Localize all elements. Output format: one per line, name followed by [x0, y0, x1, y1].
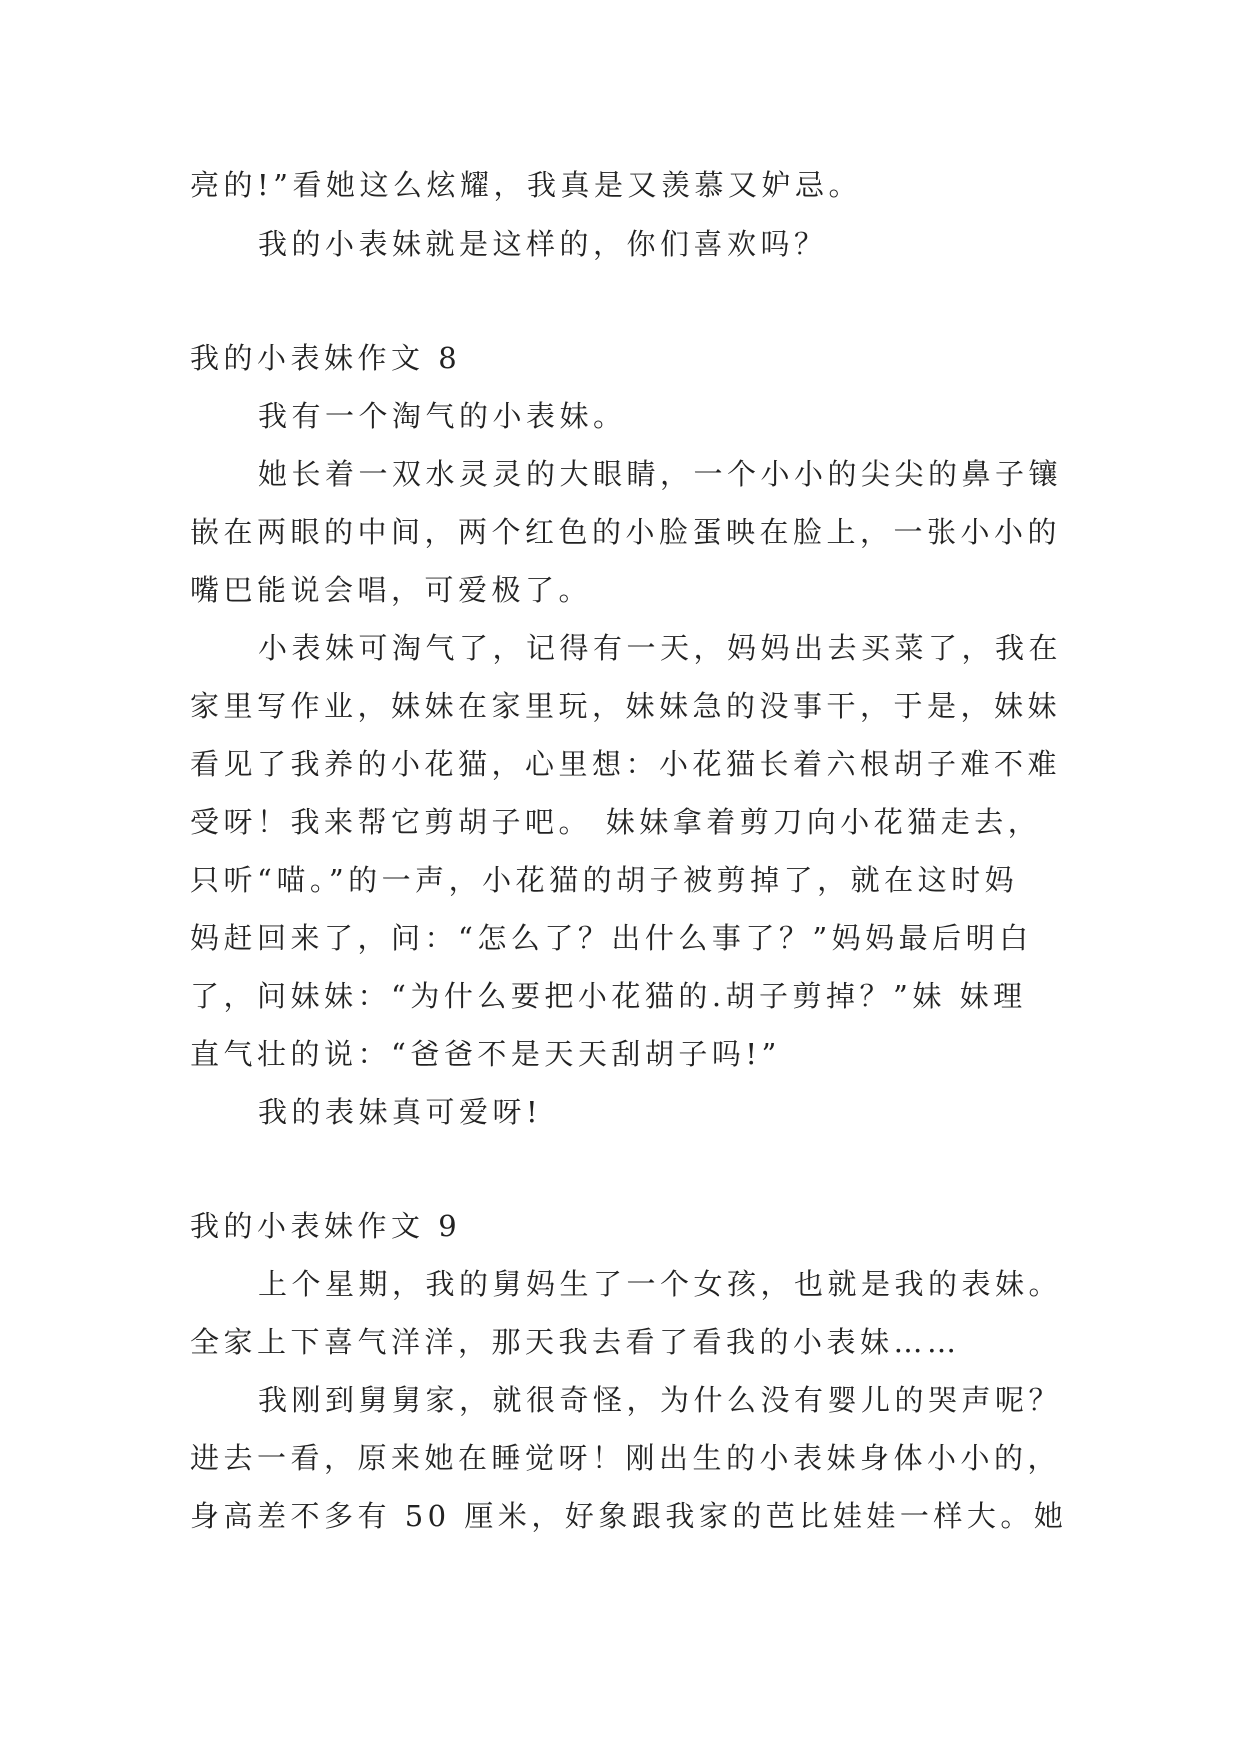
- paragraph-line: 我的表妹真可爱呀!: [258, 1095, 543, 1129]
- paragraph-line: 全家上下喜气洋洋，那天我去看了看我的小表妹……: [190, 1325, 961, 1359]
- section-heading-8: 我的小表妹作文 8: [190, 341, 462, 375]
- paragraph-line: 看见了我养的小花猫，心里想：小花猫长着六根胡子难不难: [190, 747, 1062, 781]
- paragraph-line: 我有一个淘气的小表妹。: [258, 399, 627, 433]
- paragraph-line: 她长着一双水灵灵的大眼睛，一个小小的尖尖的鼻子镶: [258, 457, 1063, 491]
- paragraph-line: 进去一看，原来她在睡觉呀！刚出生的小表妹身体小小的，: [190, 1441, 1062, 1475]
- paragraph-line: 直气壮的说：“爸爸不是天天刮胡子吗!”: [190, 1037, 781, 1071]
- paragraph-line: 妈赶回来了，问：“怎么了？出什么事了？”妈妈最后明白: [190, 921, 1033, 955]
- paragraph-line: 了，问妹妹：“为什么要把小花猫的.胡子剪掉？”妹 妹理: [190, 979, 1027, 1013]
- paragraph-line: 我的小表妹就是这样的，你们喜欢吗？: [258, 227, 828, 261]
- paragraph-line: 嵌在两眼的中间，两个红色的小脸蛋映在脸上，一张小小的: [190, 515, 1062, 549]
- paragraph-line: 受呀！我来帮它剪胡子吧。 妹妹拿着剪刀向小花猫走去，: [190, 805, 1042, 839]
- paragraph-line: 小表妹可淘气了，记得有一天，妈妈出去买菜了，我在: [258, 631, 1063, 665]
- paragraph-line: 只听“喵。”的一声，小花猫的胡子被剪掉了，就在这时妈: [190, 863, 1019, 897]
- paragraph-line: 亮的!”看她这么炫耀，我真是又羡慕又妒忌。: [190, 168, 862, 202]
- section-heading-9: 我的小表妹作文 9: [190, 1209, 462, 1243]
- paragraph-line: 嘴巴能说会唱，可爱极了。: [190, 573, 593, 607]
- paragraph-line: 身高差不多有 50 厘米，好象跟我家的芭比娃娃一样大。她: [190, 1499, 1068, 1533]
- paragraph-line: 我刚到舅舅家，就很奇怪，为什么没有婴儿的哭声呢？: [258, 1383, 1063, 1417]
- paragraph-line: 上个星期，我的舅妈生了一个女孩，也就是我的表妹。: [258, 1267, 1063, 1301]
- paragraph-line: 家里写作业，妹妹在家里玩，妹妹急的没事干，于是，妹妹: [190, 689, 1062, 723]
